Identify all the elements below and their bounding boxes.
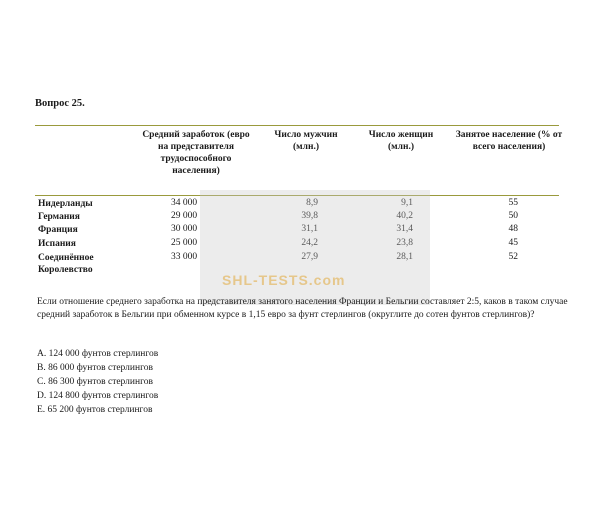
cell-salary: 29 000 [171,211,198,221]
header-employed: Занятое население (% от всего населения) [455,130,563,152]
cell-salary: 33 000 [171,252,198,262]
cell-women: 28,1 [396,252,413,262]
answer-option-d[interactable]: D. 124 800 фунтов стерлингов [37,391,159,401]
cell-country: Испания [38,239,76,249]
answer-option-a[interactable]: A. 124 000 фунтов стерлингов [37,349,159,359]
cell-men: 39,8 [301,211,318,221]
cell-employed: 52 [508,252,518,262]
cell-country: Франция [38,225,78,235]
cell-country: Соединённое Королевство [38,253,94,275]
cell-women: 9,1 [401,198,413,208]
table-top-rule [35,125,559,126]
header-women: Число женщин (млн.) [368,130,434,152]
cell-salary: 34 000 [171,198,198,208]
cell-employed: 45 [508,238,518,248]
answer-list [37,347,158,417]
answer-option-c[interactable]: C. 86 300 фунтов стерлингов [37,377,153,387]
cell-men: 8,9 [306,198,318,208]
cell-salary: 30 000 [171,224,198,234]
cell-employed: 50 [508,211,518,221]
cell-women: 23,8 [396,238,413,248]
question-title: Вопрос 25. [35,98,85,109]
cell-country: Нидерланды [38,199,93,209]
header-men: Число мужчин (млн.) [274,130,338,152]
cell-men: 31,1 [301,224,318,234]
cell-women: 40,2 [396,211,413,221]
cell-salary: 25 000 [171,238,198,248]
question-text: Если отношение среднего заработка на представителя занятого населения Франции и Бельгии составляет 2:5, каков в таком случае средний заработок в Бельгии при обменном курсе в 1,15 евро за фунт стерлингов (округлите до сотен фунтов стерлингов)? [37,297,568,320]
cell-men: 27,9 [301,252,318,262]
answer-option-b[interactable]: B. 86 000 фунтов стерлингов [37,363,153,373]
watermark-text: SHL-TESTS.com [222,272,346,288]
header-salary: Средний заработок (евро на представителя трудоспособного населения) [142,130,250,176]
cell-employed: 55 [508,198,518,208]
cell-men: 24,2 [301,238,318,248]
cell-women: 31,4 [396,224,413,234]
cell-employed: 48 [508,224,518,234]
answer-option-e[interactable]: E. 65 200 фунтов стерлингов [37,405,153,415]
cell-country: Германия [38,212,80,222]
